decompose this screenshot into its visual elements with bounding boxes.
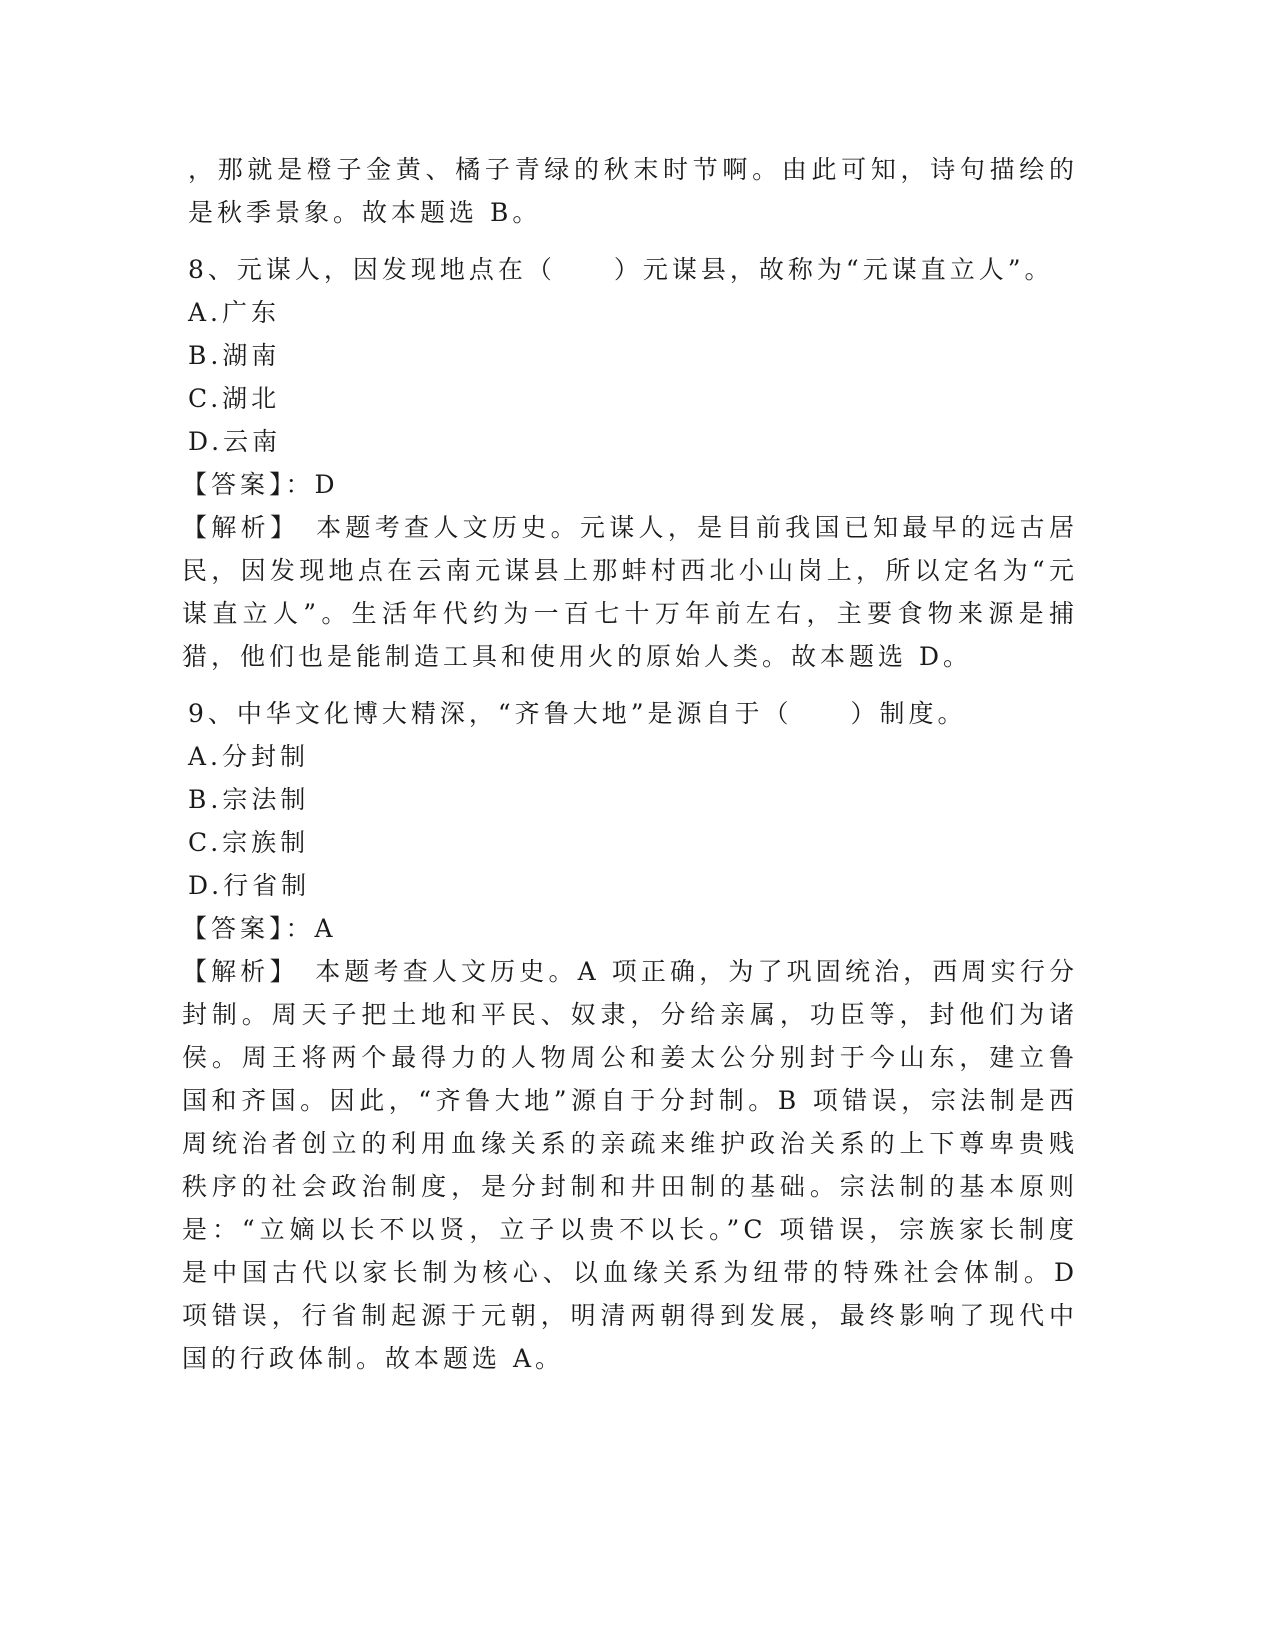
option-a: A.分封制 [188,742,310,771]
answer-value: A [314,914,337,943]
analysis-text: 本题考查人文历史。A 项正确，为了巩固统治，西周实行分封制。周天子把土地和平民、奴隶，分给亲属，功臣等，封他们为诸侯。周王将两个最得力的人物周公和姜太公分别封于今山东，建立鲁国和齐国。因此，“齐鲁大地”源自于分封制。B 项错误，宗法制是西周统治者创立的利用血缘关系的亲疏来维护政治关系的上下尊卑贵贱秩序的社会政治制度，是分封制和井田制的基础。宗法制的基本原则是：“立嫡以长不以贤，立子以贵不以长。”C 项错误，宗族家长制度是中国古代以家长制为核心、以血缘关系为纽带的特殊社会体制。D 项错误，行省制起源于元朝，明清两朝得到发展，最终影响了现代中国的行政体制。故本题选 A。 [182,957,1078,1373]
question-8 [182,248,1078,678]
document-page [182,148,1078,1380]
analysis-text: 本题考查人文历史。元谋人，是目前我国已知最早的远古居民，因发现地点在云南元谋县上那蚌村西北小山岗上，所以定名为“元谋直立人”。生活年代约为一百七十万年前左右，主要食物来源是捕猎，他们也是能制造工具和使用火的原始人类。故本题选 D。 [182,513,1078,671]
answer-value: D [314,470,339,499]
answer-label: 【答案】： [182,470,315,499]
option-a: A.广东 [188,298,281,327]
answer-label: 【答案】： [182,914,315,943]
analysis [182,950,1078,1380]
option-d: D.行省制 [188,871,311,900]
question-9 [182,692,1078,1380]
option-b: B.宗法制 [188,785,310,814]
question-stem: 9、中华文化博大精深，“齐鲁大地”是源自于（ ）制度。 [188,699,967,728]
question-stem: 8、元谋人，因发现地点在（ ）元谋县，故称为“元谋直立人”。 [188,255,1054,284]
answer [182,463,1078,506]
option-c: C.湖北 [188,384,281,413]
option-b: B.湖南 [188,341,281,370]
analysis-label: 【解析】 [182,513,287,542]
option-d: D.云南 [188,427,282,456]
analysis [182,506,1078,678]
analysis-label: 【解析】 [182,957,287,986]
previous-analysis-continuation: ，那就是橙子金黄、橘子青绿的秋末时节啊。由此可知，诗句描绘的是秋季景象。故本题选 B。 [188,155,1078,227]
answer [182,907,1078,950]
option-c: C.宗族制 [188,828,310,857]
